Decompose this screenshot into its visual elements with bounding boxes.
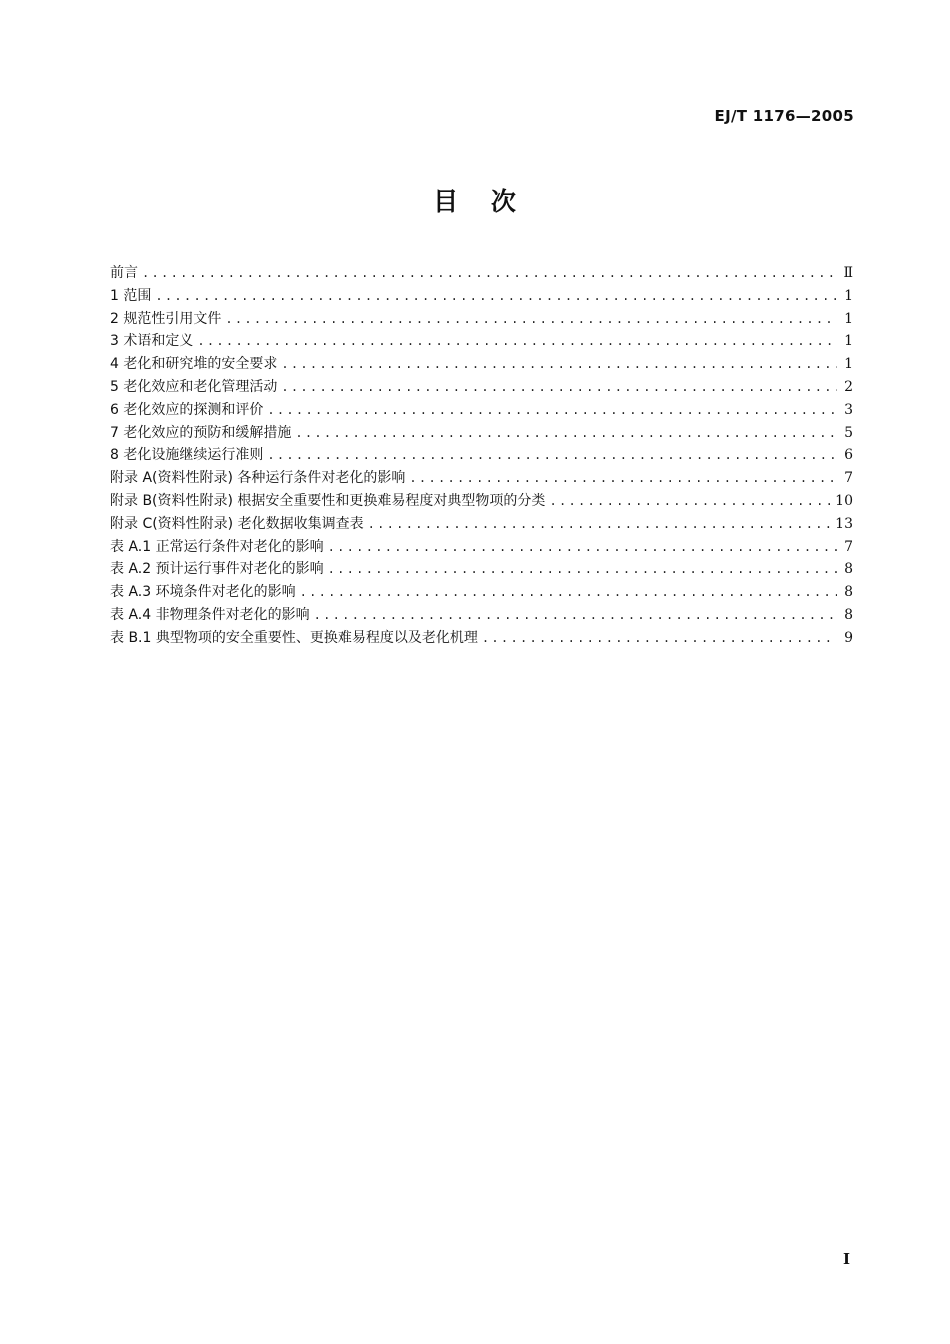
toc-entry[interactable] <box>110 513 853 536</box>
toc-entry-page: 3 <box>844 401 853 418</box>
toc-list <box>110 262 853 650</box>
toc-entry-label: 8 老化设施继续运行准则 <box>110 447 264 464</box>
toc-entry-page: 2 <box>844 378 853 395</box>
toc-dot-leader <box>328 536 837 559</box>
page-number: I <box>842 1250 850 1268</box>
toc-entry-page: 6 <box>844 447 853 464</box>
toc-entry[interactable] <box>110 490 853 513</box>
toc-entry-page: 13 <box>835 515 853 532</box>
document-code: EJ/T 1176—2005 <box>714 107 854 125</box>
toc-dot-leader <box>482 627 837 650</box>
toc-entry[interactable] <box>110 422 853 445</box>
toc-entry-page: 1 <box>844 356 853 373</box>
toc-entry-label: 附录 B(资料性附录) 根据安全重要性和更换难易程度对典型物项的分类 <box>110 492 546 509</box>
toc-entry-page: 1 <box>844 310 853 327</box>
toc-entry-label: 6 老化效应的探测和评价 <box>110 401 264 418</box>
toc-entry[interactable] <box>110 581 853 604</box>
toc-entry-page: 8 <box>844 584 853 601</box>
toc-entry-label: 表 B.1 典型物项的安全重要性、更换难易程度以及老化机理 <box>110 629 478 646</box>
toc-entry[interactable] <box>110 285 853 308</box>
toc-entry-page: 8 <box>844 606 853 623</box>
toc-entry-page: 8 <box>844 561 853 578</box>
toc-entry-label: 4 老化和研究堆的安全要求 <box>110 356 278 373</box>
toc-entry-label: 附录 C(资料性附录) 老化数据收集调查表 <box>110 515 364 532</box>
toc-entry-label: 前言 <box>110 265 138 281</box>
toc-dot-leader <box>281 353 837 376</box>
toc-entry-label: 表 A.1 正常运行条件对老化的影响 <box>110 538 324 555</box>
toc-entry-label: 7 老化效应的预防和缓解措施 <box>110 424 292 441</box>
toc-entry-page: 1 <box>844 333 853 350</box>
toc-entry-label: 5 老化效应和老化管理活动 <box>110 378 278 395</box>
toc-entry[interactable] <box>110 604 853 627</box>
toc-entry-page: 7 <box>844 538 853 555</box>
toc-entry-page: 1 <box>844 287 853 304</box>
toc-dot-leader <box>281 376 837 399</box>
toc-entry-label: 2 规范性引用文件 <box>110 310 222 327</box>
toc-entry-page: Ⅱ <box>843 265 853 281</box>
toc-entry-page: 10 <box>835 492 853 509</box>
toc-dot-leader <box>267 444 837 467</box>
toc-entry[interactable] <box>110 376 853 399</box>
toc-dot-leader <box>295 422 837 445</box>
toc-dot-leader <box>197 330 837 353</box>
toc-dot-leader <box>328 558 837 581</box>
toc-dot-leader <box>225 308 837 331</box>
toc-entry[interactable] <box>110 330 853 353</box>
toc-entry-label: 1 范围 <box>110 287 152 304</box>
toc-dot-leader <box>409 467 837 490</box>
toc-entry-label: 3 术语和定义 <box>110 333 194 350</box>
toc-entry[interactable] <box>110 536 853 559</box>
toc-dot-leader <box>314 604 837 627</box>
toc-dot-leader <box>155 285 837 308</box>
toc-entry-label: 附录 A(资料性附录) 各种运行条件对老化的影响 <box>110 470 406 487</box>
toc-entry-label: 表 A.4 非物理条件对老化的影响 <box>110 606 310 623</box>
toc-entry-page: 5 <box>844 424 853 441</box>
toc-dot-leader <box>267 399 837 422</box>
toc-entry-label: 表 A.2 预计运行事件对老化的影响 <box>110 561 324 578</box>
toc-dot-leader <box>142 262 837 285</box>
toc-dot-leader <box>549 490 831 513</box>
toc-entry-page: 9 <box>844 629 853 646</box>
toc-dot-leader <box>300 581 837 604</box>
toc-entry[interactable] <box>110 353 853 376</box>
toc-entry[interactable] <box>110 627 853 650</box>
toc-entry[interactable] <box>110 444 853 467</box>
toc-entry[interactable] <box>110 308 853 331</box>
toc-entry-page: 7 <box>844 470 853 487</box>
toc-entry-label: 表 A.3 环境条件对老化的影响 <box>110 584 296 601</box>
toc-dot-leader <box>368 513 832 536</box>
toc-entry[interactable] <box>110 558 853 581</box>
toc-entry[interactable] <box>110 399 853 422</box>
toc-entry[interactable] <box>110 467 853 490</box>
toc-title: 目 次 <box>433 187 517 216</box>
toc-entry[interactable] <box>110 262 853 285</box>
